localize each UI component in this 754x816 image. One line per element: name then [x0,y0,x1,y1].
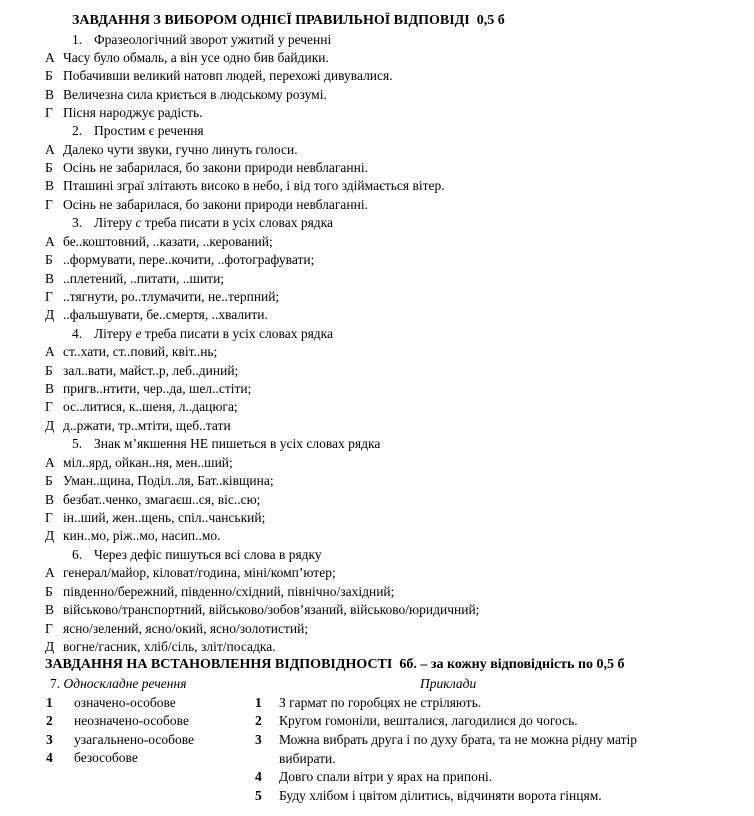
option-letter: В [45,381,55,396]
option-letter: Б [45,160,53,175]
option-5-d[interactable] [45,509,265,527]
option-text: військово/транспортний, військово/зобов’язаний, військово/юридичний; [63,602,480,617]
item-number: 3 [255,732,262,747]
match-left-item-1 [46,694,176,712]
match-left-item-2 [46,712,189,730]
question-1 [72,31,331,49]
section2-heading [45,656,625,674]
item-number: 1 [255,695,262,710]
option-letter: Г [45,105,53,120]
item-number: 3 [46,732,53,747]
section2-title: ЗАВДАННЯ НА ВСТАНОВЛЕННЯ ВІДПОВІДНОСТІ [45,657,393,672]
question-number: 7. [50,676,61,691]
option-3-c[interactable] [45,270,224,288]
question-text: Фразеологічний зворот ужитий у реченні [94,32,332,47]
question-letter: с [135,215,142,230]
option-4-c[interactable] [45,380,251,398]
option-letter: А [45,455,55,470]
option-letter: А [45,50,55,65]
question-number: 6. [72,547,83,562]
question-text: Знак м’якшення НЕ пишеться в усіх словах рядка [94,436,381,451]
option-1-b[interactable] [45,67,393,85]
item-text: Кругом гомоніли, вешталися, лагодилися до чогось. [279,713,578,728]
option-letter: В [45,602,55,617]
question-number: 2. [72,123,83,138]
question-letter: е [135,326,142,341]
option-letter: В [45,87,55,102]
option-text: Побачивши великий натовп людей, перехожі дивувалися. [63,68,393,83]
question-text-after: треба писати в усіх словах рядка [141,215,333,230]
option-letter: Б [45,252,53,267]
option-2-a[interactable] [45,141,298,159]
option-letter: А [45,565,55,580]
option-letter: Б [45,68,53,83]
option-text: Осінь не забарилася, бо закони природи невблаганні. [63,197,369,212]
option-text: ясно/зелений, ясно/окий, ясно/золотистий; [63,621,309,636]
option-1-a[interactable] [45,49,329,67]
option-6-c[interactable] [45,601,479,619]
option-letter: Б [45,473,53,488]
section1-heading [72,12,505,30]
question-number: 4. [72,326,83,341]
question-number: 1. [72,32,83,47]
question-5 [72,435,380,453]
option-3-d[interactable] [45,288,279,306]
item-text: неозначено-особове [74,713,189,728]
option-letter: Д [45,639,55,654]
option-letter: Б [45,363,53,378]
question-number: 5. [72,436,83,451]
item-text: узагальнено-особове [74,732,195,747]
item-text: безособове [74,750,138,765]
option-1-c[interactable] [45,86,327,104]
question-7-left-header [50,675,186,693]
option-text: кин..мо, ріж..мо, насип..мо. [63,528,221,543]
option-text: ..формувати, пере..кочити, ..фотографувати; [63,252,315,267]
option-letter: Г [45,197,53,212]
option-3-b[interactable] [45,251,314,269]
option-text: ..плетений, ..питати, ..шити; [63,271,225,286]
item-number: 5 [255,788,262,803]
option-letter: А [45,344,55,359]
option-5-e[interactable] [45,527,221,545]
option-text: д..ржати, тр..мтіти, щеб..тати [63,418,231,433]
item-number: 2 [255,713,262,728]
option-letter: А [45,234,55,249]
option-6-b[interactable] [45,583,394,601]
option-text: бе..коштовний, ..казати, ..керований; [63,234,273,249]
option-text: ..фальшувати, бе..смертя, ..хвалити. [63,307,268,322]
item-number: 1 [46,695,53,710]
option-text: пригв..нтити, чер..да, шел..стіти; [63,381,252,396]
option-letter: Г [45,510,53,525]
question-7-right-header: Приклади [420,676,477,691]
option-text: міл..ярд, ойкан..ня, мен..ший; [63,455,233,470]
option-text: Далеко чути звуки, гучно линуть голоси. [63,142,298,157]
question-6 [72,546,322,564]
match-left-item-4 [46,749,138,767]
question-text: Простим є речення [94,123,204,138]
option-letter: Г [45,621,53,636]
question-text-before: Літеру [94,326,136,341]
item-number: 2 [46,713,53,728]
option-6-e[interactable] [45,638,276,656]
option-text: безбат..ченко, змагаєш..ся, віс..сю; [63,492,261,507]
option-3-a[interactable] [45,233,273,251]
item-text: Можна вибрать друга і по духу брата, та не можна рідну матір вибирати. [279,732,638,766]
option-text: ін..ший, жен..щень, спіл..чанський; [63,510,266,525]
option-text: ос..литися, к..шеня, л..дацюга; [63,399,238,414]
option-text: генерал/майор, кіловат/година, міні/комп’ютер; [63,565,336,580]
item-text: означено-особове [74,695,176,710]
item-number: 4 [46,750,53,765]
option-3-e[interactable] [45,306,268,324]
option-text: Величезна сила криється в людському розумі. [63,87,327,102]
option-text: Уман..щина, Поділ..ля, Бат..ківщина; [63,473,274,488]
question-2 [72,122,204,140]
option-letter: Г [45,289,53,304]
option-letter: В [45,178,55,193]
option-text: ..тягнути, ро..тлумачити, не..терпний; [63,289,280,304]
question-3 [72,214,333,232]
option-letter: Д [45,528,55,543]
option-5-b[interactable] [45,472,274,490]
item-text: Буду хлібом і цвітом ділитись, відчиняти ворота гінцям. [279,788,602,803]
option-4-e[interactable] [45,417,231,435]
option-letter: В [45,492,55,507]
option-6-d[interactable] [45,620,308,638]
option-text: південно/бережний, південно/східний, північно/західний; [63,584,395,599]
item-text: З гармат по горобцях не стріляють. [279,695,482,710]
option-letter: Д [45,418,55,433]
option-text: Пташині зграї злітають високо в небо, і від того здіймається вітер. [63,178,445,193]
option-text: зал..вати, майст..р, леб..диний; [63,363,239,378]
option-text: Пісня народжує радість. [63,105,203,120]
question-text-after: треба писати в усіх словах рядка [141,326,333,341]
section1-title: ЗАВДАННЯ З ВИБОРОМ ОДНІЄЇ ПРАВИЛЬНОЇ ВІДПОВІДІ [72,13,470,28]
item-text: Довго спали вітри у ярах на припоні. [279,769,493,784]
option-5-a[interactable] [45,454,233,472]
option-4-b[interactable] [45,362,238,380]
option-4-d[interactable] [45,398,238,416]
option-2-d[interactable] [45,196,368,214]
option-4-a[interactable] [45,343,217,361]
option-text: ст..хати, ст..повий, квіт..нь; [63,344,218,359]
option-1-d[interactable] [45,104,203,122]
question-text-before: Літеру [94,215,136,230]
question-number: 3. [72,215,83,230]
option-5-c[interactable] [45,491,260,509]
option-letter: Д [45,307,55,322]
match-left-item-3 [46,731,194,749]
option-2-c[interactable] [45,177,445,195]
option-letter: Г [45,399,53,414]
option-letter: Б [45,584,53,599]
option-letter: А [45,142,55,157]
option-2-b[interactable] [45,159,368,177]
option-6-a[interactable] [45,564,336,582]
section2-points: 6б. – за кожну відповідність по 0,5 б [399,657,625,672]
section1-points: 0,5 б [476,13,505,28]
option-text: Осінь не забарилася, бо закони природи невблаганні. [63,160,369,175]
option-text: вогне/гасник, хліб/сіль, зліт/посадка. [63,639,276,654]
left-header-text: Односкладне речення [63,676,187,691]
question-text: Через дефіс пишуться всі слова в рядку [94,547,322,562]
option-letter: В [45,271,55,286]
question-4 [72,325,333,343]
item-number: 4 [255,769,262,784]
option-text: Часу було обмаль, а він усе одно бив байдики. [63,50,329,65]
